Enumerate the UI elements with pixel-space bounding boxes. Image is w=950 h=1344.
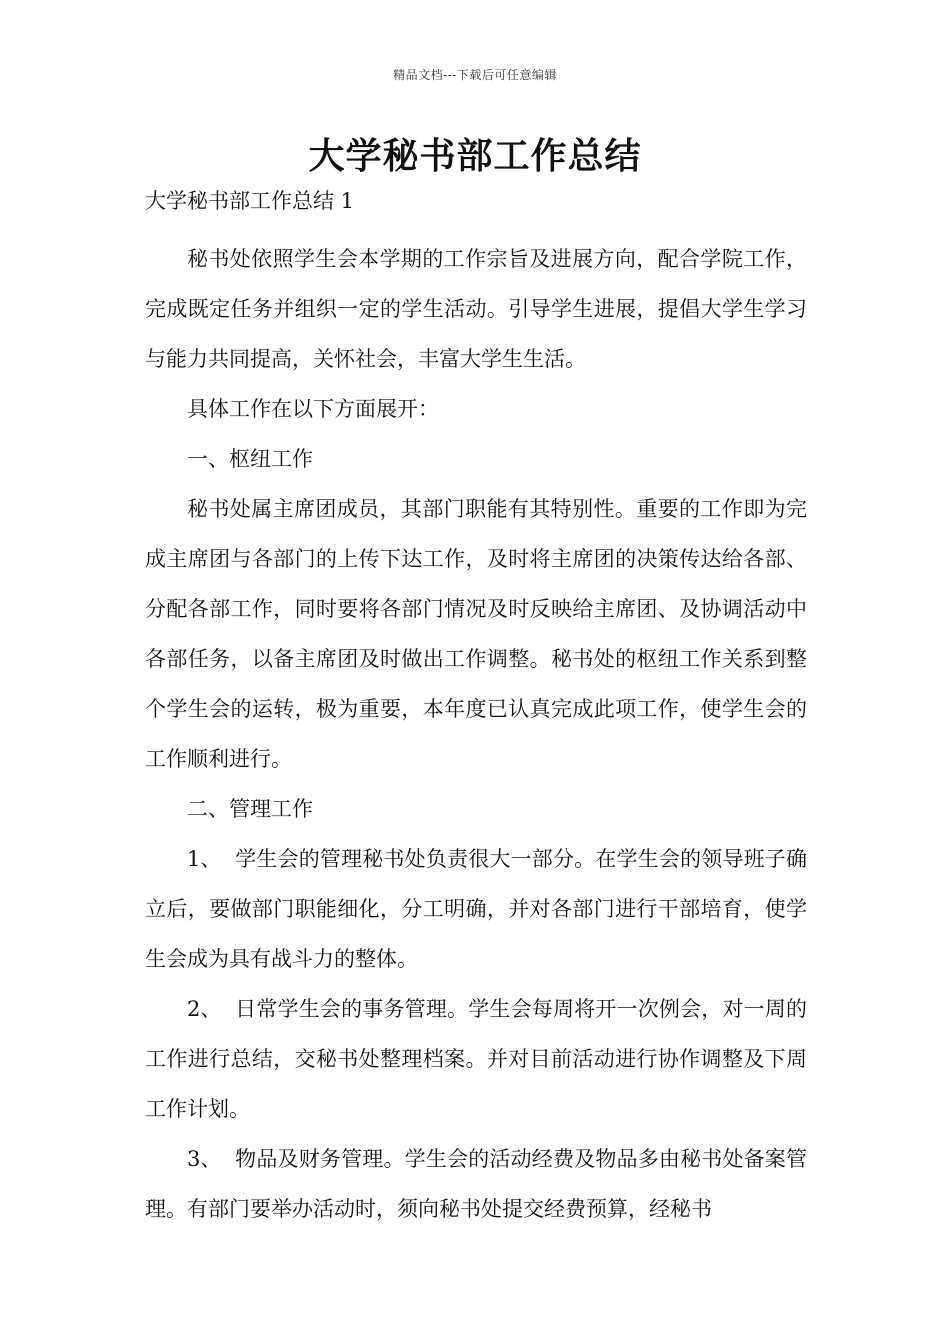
document-subtitle: 大学秘书部工作总结 1 [145,189,355,213]
section-heading: 一、枢纽工作 [187,447,313,471]
list-item [145,984,807,1134]
document-body [145,186,807,1234]
section-heading: 二、管理工作 [187,797,313,821]
paragraph: 具体工作在以下方面展开： [187,397,439,421]
list-item-text: 学生会的管理秘书处负责很大一部分。在学生会的领导班子确立后，要做部门职能细化，分工明确，并对各部门进行干部培育，使学生会成为具有战斗力的整体。 [145,847,807,971]
page-header: 精品文档---下载后可任意编辑 [393,68,557,82]
list-item [145,834,807,984]
list-item-number: 1、 [187,847,222,871]
list-item-text: 物品及财务管理。学生会的活动经费及物品多由秘书处备案管理。有部门要举办活动时，须向秘书处提交经费预算，经秘书 [145,1147,807,1221]
list-item-text: 日常学生会的事务管理。学生会每周将开一次例会，对一周的工作进行总结，交秘书处整理档案。并对目前活动进行协作调整及下周工作计划。 [145,997,807,1121]
paragraph: 秘书处属主席团成员，其部门职能有其特别性。重要的工作即为完成主席团与各部门的上传下达工作，及时将主席团的决策传达给各部、分配各部工作，同时要将各部门情况及时反映给主席团、及协调活动中各部任务，以备主席团及时做出工作调整。秘书处的枢纽工作关系到整个学生会的运转，极为重要，本年度已认真完成此项工作，使学生会的工作顺利进行。 [145,497,807,771]
document-title: 大学秘书部工作总结 [308,136,642,177]
paragraph: 秘书处依照学生会本学期的工作宗旨及进展方向，配合学院工作，完成既定任务并组织一定的学生活动。引导学生进展，提倡大学生学习与能力共同提高，关怀社会，丰富大学生生活。 [145,247,807,371]
list-item-number: 3、 [187,1147,222,1171]
list-item [145,1134,807,1234]
list-item-number: 2、 [187,997,222,1021]
